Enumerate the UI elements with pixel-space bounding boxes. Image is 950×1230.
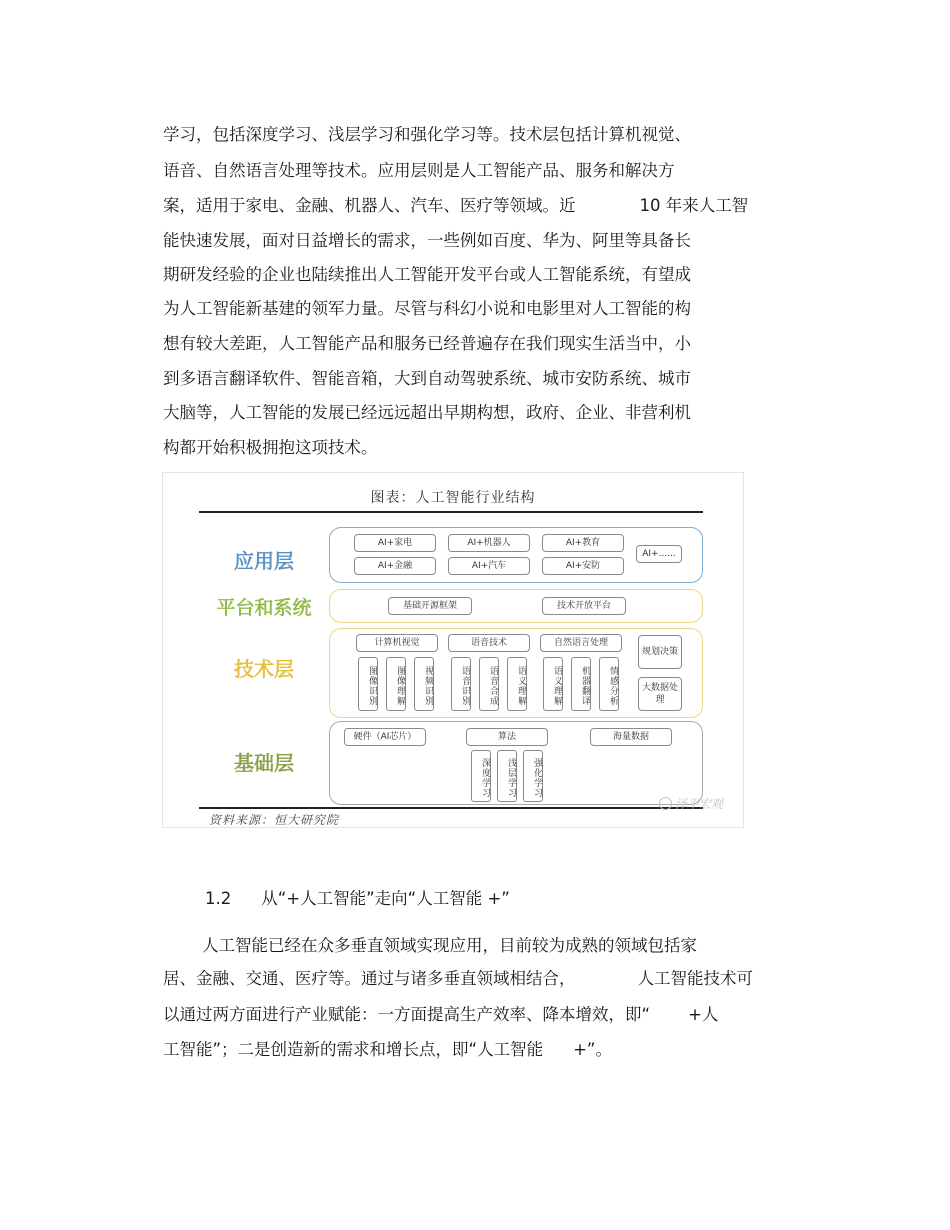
section-heading <box>205 889 510 909</box>
paragraph-text: +人 <box>688 1005 719 1024</box>
paragraph-line: 期研发经验的企业也陆续推出人工智能开发平台或人工智能系统，有望成 <box>163 265 691 284</box>
foundation-layer-box <box>329 721 703 805</box>
paragraph-line: 构都开始积极拥抱这项技术。 <box>163 438 378 457</box>
paragraph-line <box>163 196 748 216</box>
tech-group: 计算机视觉 <box>356 634 438 652</box>
paragraph-text: 10 年来人工智 <box>639 196 749 215</box>
paragraph-line: 想有较大差距，人工智能产品和服务已经普遍存在我们现实生活当中，小 <box>163 334 691 353</box>
paragraph-line: 大脑等，人工智能的发展已经远远超出早期构想，政府、企业、非营利机 <box>163 403 691 422</box>
paragraph-line <box>163 1005 718 1025</box>
figure-top-rule <box>199 511 703 513</box>
tech-item: 视频识别 <box>414 657 434 711</box>
paragraph-text: 工智能”；二是创造新的需求和增长点，即“人工智能 <box>163 1040 544 1059</box>
algorithm-item: 强化学习 <box>523 750 543 802</box>
tech-item: 图像理解 <box>386 657 406 711</box>
wechat-icon <box>659 797 672 810</box>
platform-item: 基础开源框架 <box>388 597 472 615</box>
paragraph-line <box>163 969 753 989</box>
tech-side-item: 规划决策 <box>638 635 682 669</box>
figure-source: 资料来源：恒大研究院 <box>209 813 340 827</box>
paragraph-line: 为人工智能新基建的领军力量。尽管与科幻小说和电影里对人工智能的构 <box>163 299 691 318</box>
paragraph-line: 到多语言翻译软件、智能音箱，大到自动驾驶系统、城市安防系统、城市 <box>163 369 691 388</box>
app-item: AI+机器人 <box>448 534 530 552</box>
section-title: 从“+人工智能”走向“人工智能 +” <box>261 889 510 908</box>
tech-side-item: 大数据处理 <box>638 677 682 711</box>
paragraph-line <box>163 1040 612 1060</box>
app-item: AI+教育 <box>542 534 624 552</box>
app-item: AI+安防 <box>542 557 624 575</box>
tech-item: 语音合成 <box>479 657 499 711</box>
app-item: AI+...... <box>636 545 682 563</box>
algorithm-item: 深度学习 <box>471 750 491 802</box>
paragraph-text: 居、金融、交通、医疗等。通过与诸多垂直领域相结合， <box>163 969 576 988</box>
foundation-hardware: 硬件（AI芯片） <box>344 728 426 746</box>
paragraph-text: 人工智能技术可 <box>637 969 753 988</box>
paragraph-line: 语音、自然语言处理等技术。应用层则是人工智能产品、服务和解决方 <box>163 161 675 180</box>
application-layer-box <box>329 527 703 583</box>
paragraph-line: 人工智能已经在众多垂直领域实现应用，目前较为成熟的领域包括家 <box>202 936 697 955</box>
paragraph-text: 案，适用于家电、金融、机器人、汽车、医疗等领域。近 <box>163 196 576 215</box>
foundation-algorithm: 算法 <box>466 728 548 746</box>
paragraph-line: 学习，包括深度学习、浅层学习和强化学习等。技术层包括计算机视觉、 <box>163 125 691 144</box>
technology-layer-label: 技术层 <box>234 657 294 681</box>
application-layer-label: 应用层 <box>234 549 294 573</box>
tech-item: 语义理解 <box>507 657 527 711</box>
technology-layer-box <box>329 628 703 718</box>
foundation-data: 海量数据 <box>590 728 672 746</box>
tech-group: 自然语言处理 <box>540 634 622 652</box>
platform-layer-label: 平台和系统 <box>216 597 312 619</box>
figure-bottom-rule <box>199 807 703 809</box>
tech-item: 语音识别 <box>451 657 471 711</box>
section-number: 1.2 <box>205 889 232 908</box>
platform-layer-box <box>329 589 703 623</box>
tech-item: 图像识别 <box>358 657 378 711</box>
paragraph-line: 能快速发展，面对日益增长的需求，一些例如百度、华为、阿里等具备长 <box>163 231 691 250</box>
app-item: AI+汽车 <box>448 557 530 575</box>
foundation-layer-label: 基础层 <box>234 751 294 775</box>
tech-item: 机器翻译 <box>571 657 591 711</box>
watermark-text: 泽平宏观 <box>674 797 723 811</box>
algorithm-item: 浅层学习 <box>497 750 517 802</box>
platform-item: 技术开放平台 <box>542 597 626 615</box>
tech-item: 情感分析 <box>599 657 619 711</box>
tech-group: 语音技术 <box>448 634 530 652</box>
paragraph-text: +”。 <box>573 1040 612 1059</box>
app-item: AI+金融 <box>354 557 436 575</box>
app-item: AI+家电 <box>354 534 436 552</box>
watermark <box>659 795 723 812</box>
paragraph-text: 以通过两方面进行产业赋能：一方面提高生产效率、降本增效，即“ <box>163 1005 651 1024</box>
figure-title: 图表：人工智能行业结构 <box>370 490 536 506</box>
industry-structure-figure <box>162 472 744 828</box>
tech-item: 语义理解 <box>543 657 563 711</box>
